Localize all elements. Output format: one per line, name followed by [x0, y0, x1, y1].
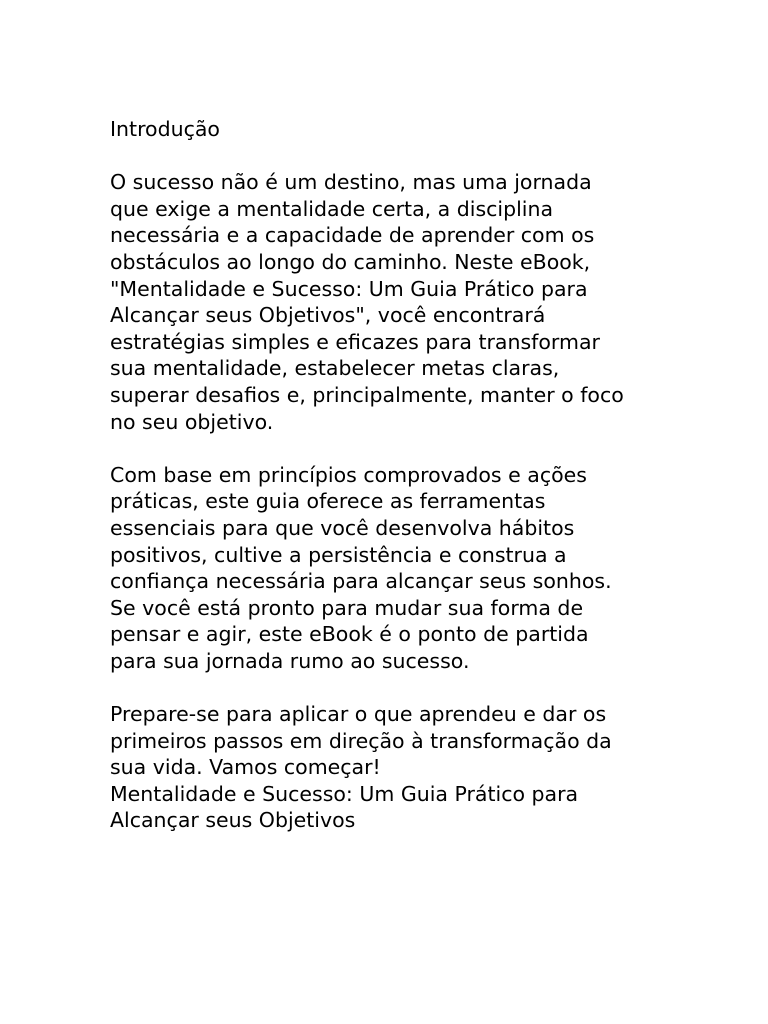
document-body [110, 116, 670, 834]
text-line: positivos, cultive a persistência e construa a [110, 542, 567, 567]
text-line: obstáculos ao longo do caminho. Neste eBook, [110, 249, 591, 274]
text-line: sua vida. Vamos começar! [110, 755, 381, 780]
text-line: que exige a mentalidade certa, a disciplina [110, 196, 554, 221]
text-line: O sucesso não é um destino, mas uma jornada [110, 170, 592, 195]
paragraph-closing [110, 701, 670, 834]
text-line: estratégias simples e eficazes para transformar [110, 329, 600, 354]
text-line: Prepare-se para aplicar o que aprendeu e dar os [110, 702, 607, 727]
paragraph-intro [110, 169, 670, 435]
paragraph-principles [110, 462, 670, 675]
text-line: Se você está pronto para mudar sua forma de [110, 595, 584, 620]
paragraph-spacer [110, 435, 670, 462]
text-line: pensar e agir, este eBook é o ponto de partida [110, 622, 589, 647]
text-line: "Mentalidade e Sucesso: Um Guia Prático para [110, 276, 588, 301]
text-line: superar desafios e, principalmente, manter o foco [110, 382, 624, 407]
text-line: no seu objetivo. [110, 409, 274, 434]
text-line: práticas, este guia oferece as ferramentas [110, 489, 546, 514]
text-line: necessária e a capacidade de aprender com os [110, 223, 595, 248]
page-title: Introdução [110, 117, 220, 141]
text-line: confiança necessária para alcançar seus sonhos. [110, 569, 612, 594]
paragraph-spacer [110, 143, 670, 170]
text-line: Alcançar seus Objetivos", você encontrará [110, 303, 546, 328]
paragraph-spacer [110, 674, 670, 701]
text-line: Mentalidade e Sucesso: Um Guia Prático para [110, 781, 579, 806]
text-line: para sua jornada rumo ao sucesso. [110, 648, 470, 673]
text-line: Alcançar seus Objetivos [110, 808, 356, 833]
text-line: primeiros passos em direção à transformação da [110, 728, 612, 753]
text-line: Com base em princípios comprovados e ações [110, 462, 587, 487]
text-line: sua mentalidade, estabelecer metas claras, [110, 356, 560, 381]
text-line: essenciais para que você desenvolva hábitos [110, 515, 575, 540]
